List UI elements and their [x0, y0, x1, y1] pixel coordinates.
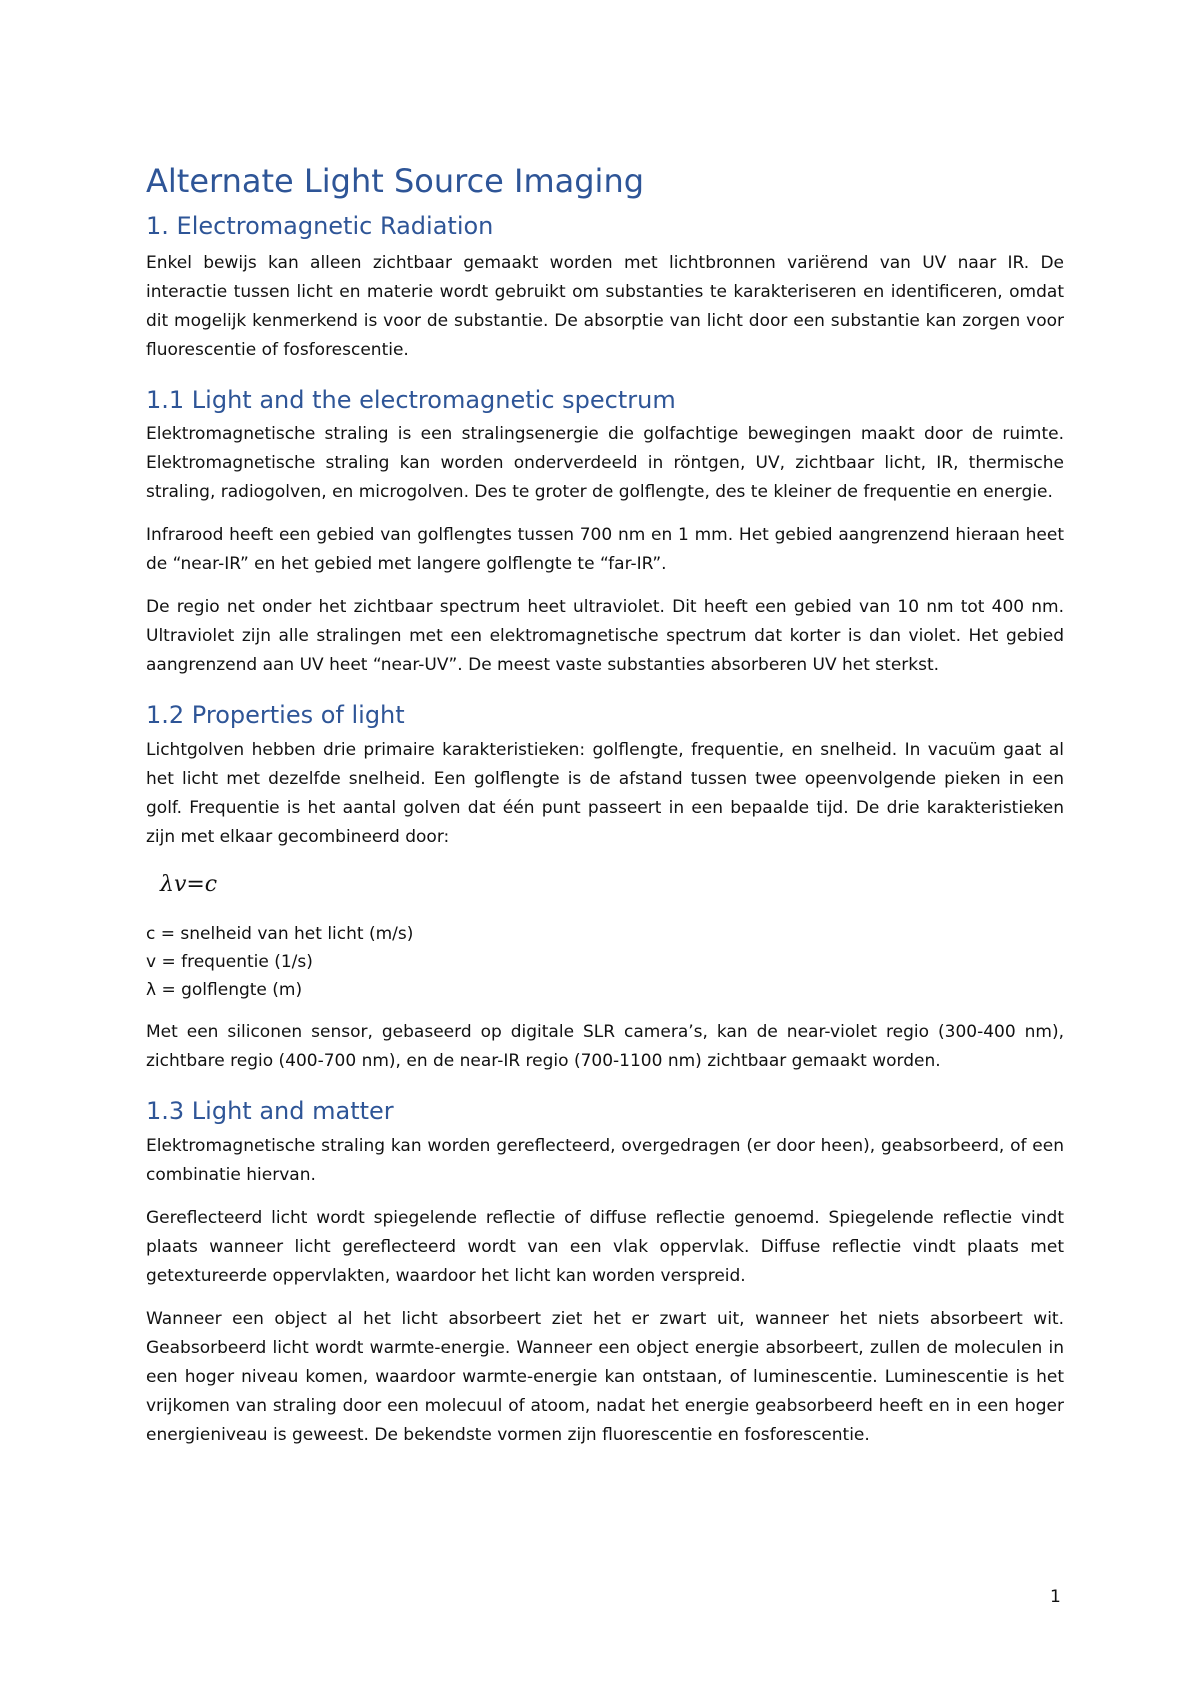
paragraph: Met een siliconen sensor, gebaseerd op digitale SLR camera’s, kan de near-violet regio (300-400 nm), zichtbare regio (400-700 nm), en de near-IR regio (700-1100 nm) zichtbaar gemaakt worden. [146, 1022, 1064, 1072]
document-title: Alternate Light Source Imaging [146, 162, 645, 200]
paragraph: Enkel bewijs kan alleen zichtbaar gemaakt worden met lichtbronnen variërend van UV naar IR. De interactie tussen licht en materie wordt gebruikt om substanties te karakteriseren en identificeren, omdat dit mogelijk kenmerkend is voor de substantie. De absorptie van licht door een substantie kan zorgen voor fluorescentie of fosforescentie. [146, 252, 1064, 360]
paragraph: Gereflecteerd licht wordt spiegelende reflectie of diffuse reflectie genoemd. Spiegelende reflectie vindt plaats wanneer licht gereflecteerd wordt van een vlak oppervlak. Diffuse reflectie vindt plaats met getextureerde oppervlakten, waardoor het licht kan worden verspreid. [146, 1207, 1064, 1286]
paragraph: Elektromagnetische straling kan worden gereflecteerd, overgedragen (er door heen), geabsorbeerd, of een combinatie hiervan. [146, 1135, 1064, 1185]
paragraph: Elektromagnetische straling is een stralingsenergie die golfachtige bewegingen maakt door de ruimte. Elektromagnetische straling kan worden onderverdeeld in röntgen, UV, zichtbaar licht, IR, thermische straling, radiogolven, en microgolven. Des te groter de golflengte, des te kleiner de frequentie en energie. [146, 424, 1064, 503]
paragraph: De regio net onder het zichtbaar spectrum heet ultraviolet. Dit heeft een gebied van 10 nm tot 400 nm. Ultraviolet zijn alle stralingen met een elektromagnetische spectrum dat korter is dan violet. Het gebied aangrenzend aan UV heet “near-UV”. De meest vaste substanties absorberen UV het sterkst. [146, 597, 1064, 676]
paragraph: Wanneer een object al het licht absorbeert ziet het er zwart uit, wanneer het niets absorbeert wit. Geabsorbeerd licht wordt warmte-energie. Wanneer een object energie absorbeert, zullen de moleculen in een hoger niveau komen, waardoor warmte-energie kan ontstaan, of luminescentie. Luminescentie is het vrijkomen van straling door een molecuul of atoom, nadat het energie geabsorbeerd heeft en in een hoger energieniveau is geweest. De bekendste vormen zijn fluorescentie en fosforescentie. [146, 1308, 1064, 1445]
definition-item: c = snelheid van het licht (m/s) [146, 924, 414, 945]
definition-item: λ = golflengte (m) [146, 980, 303, 1001]
paragraph: Lichtgolven hebben drie primaire karakteristieken: golflengte, frequentie, en snelheid. In vacuüm gaat al het licht met dezelfde snelheid. Een golflengte is de afstand tussen twee opeenvolgende pieken in een golf. Frequentie is het aantal golven dat één punt passeert in een bepaalde tijd. De drie karakteristieken zijn met elkaar gecombineerd door: [146, 739, 1064, 847]
definition-item: v = frequentie (1/s) [146, 952, 313, 973]
definition-list [146, 920, 1064, 1004]
document-page [146, 164, 1064, 1464]
section-heading-light-and-matter: 1.3 Light and matter [146, 1097, 394, 1126]
formula: λv=c [160, 871, 218, 897]
section-heading-properties-of-light: 1.2 Properties of light [146, 701, 405, 730]
section-heading-light-spectrum: 1.1 Light and the electromagnetic spectrum [146, 385, 676, 414]
page-number: 1 [1050, 1587, 1061, 1607]
section-heading-electromagnetic-radiation: 1. Electromagnetic Radiation [146, 212, 494, 241]
paragraph: Infrarood heeft een gebied van golflengtes tussen 700 nm en 1 mm. Het gebied aangrenzend hieraan heet de “near-IR” en het gebied met langere golflengte te “far-IR”. [146, 525, 1064, 575]
